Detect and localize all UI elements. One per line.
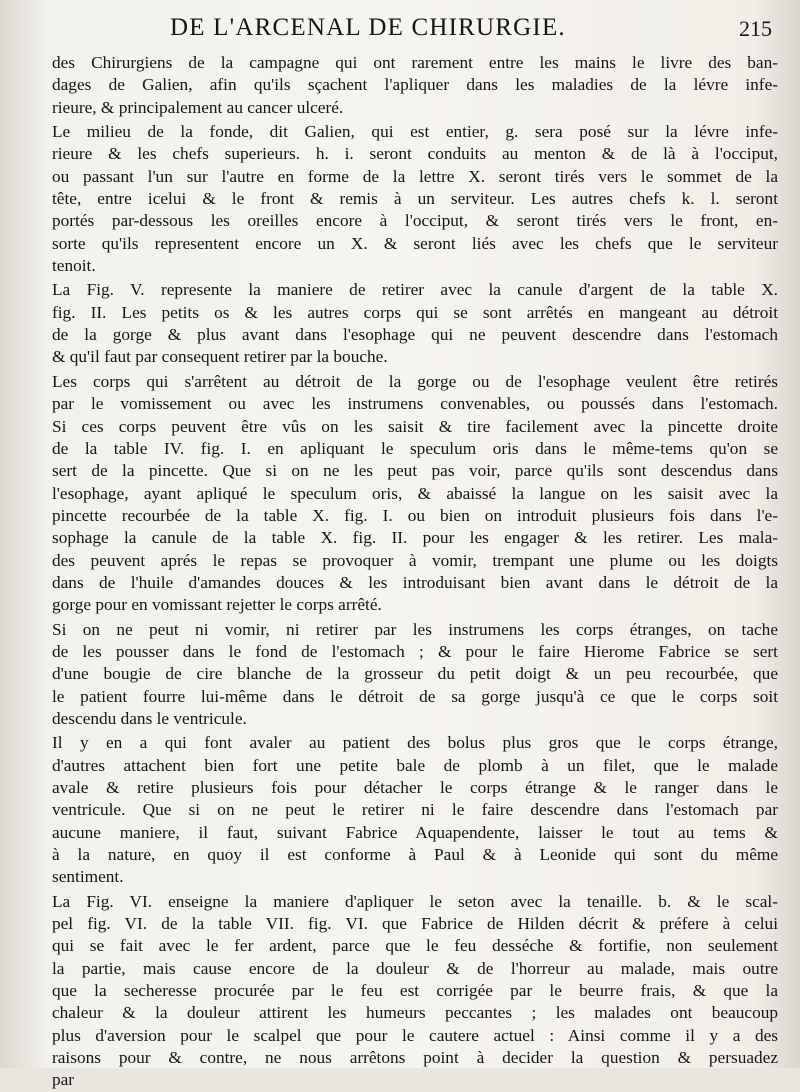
- text-line: Les corps qui s'arrêtent au détroit de la gorge ou de l'esophage veulent être retirés: [52, 371, 778, 391]
- text-line: l'esophage, ayant apliqué le speculum oris, & abaissé la langue on les saisit avec la: [52, 483, 778, 503]
- text-line: Si on ne peut ni vomir, ni retirer par les instrumens les corps étranges, on tache: [52, 619, 778, 639]
- text-line: portés par-dessous les oreilles encore à l'occiput, & seront tirés vers le front, en-: [52, 211, 778, 231]
- paragraph: [52, 279, 778, 368]
- text-line: plus d'aversion pour le scalpel que pour le cautere actuel : Ainsi comme il y a des: [52, 1025, 778, 1045]
- running-title: DE L'ARCENAL DE CHIRURGIE.: [170, 14, 566, 41]
- text-line: pel fig. VI. de la table VII. fig. VI. que Fabrice de Hilden décrit & préfere à celui: [52, 914, 778, 934]
- text-line: qui se fait avec le fer ardent, parce que le feu desséche & fortifie, non seulement: [52, 936, 778, 956]
- text-line: de la table IV. fig. I. en apliquant le speculum oris dans le même-tems qu'on se: [52, 438, 778, 458]
- page-number: 215: [739, 16, 772, 41]
- text-line: tête, entre icelui & le front & remis à un serviteur. Les autres chefs k. l. seront: [52, 189, 778, 209]
- text-line: rieure & les chefs superieurs. h. i. seront conduits au menton & de là à l'occiput,: [52, 144, 778, 164]
- text-line: & qu'il faut par consequent retirer par la bouche.: [52, 347, 388, 367]
- text-line: La Fig. VI. enseigne la maniere d'apliquer le seton avec la tenaille. b. & le scal-: [52, 891, 778, 911]
- paragraph: [52, 732, 778, 888]
- text-line: La Fig. V. represente la maniere de retirer avec la canule d'argent de la table X.: [52, 280, 778, 300]
- text-line: de la gorge & plus avant dans l'esophage qui ne peuvent descendre dans l'estomach: [52, 325, 778, 345]
- text-line: gorge pour en vomissant rejetter le corps arrêté.: [52, 595, 382, 615]
- text-line: à la nature, en quoy il est conforme à Paul & à Leonide qui sont du même: [52, 845, 778, 865]
- text-line: pincette recourbée de la table X. fig. I. ou bien on introduit plusieurs fois dans l'e-: [52, 505, 778, 525]
- text-line: par: [52, 1070, 75, 1090]
- paragraph: [52, 52, 778, 119]
- text-line: chaleur & la douleur attirent les humeurs peccantes ; les malades ont beaucoup: [52, 1003, 778, 1023]
- text-line: rieure, & principalement au cancer ulceré.: [52, 97, 344, 117]
- text-line: Le milieu de la fonde, dit Galien, qui est entier, g. sera posé sur la lévre infe-: [52, 122, 778, 142]
- text-line: des peuvent aprés le repas se provoquer à vomir, trempant une plume ou les doigts: [52, 550, 778, 570]
- text-line: raisons pour & contre, ne nous arrêtons point à decider la question & persuadez: [52, 1048, 778, 1068]
- text-line: le patient fourre lui-même dans le détroit de sa gorge jusqu'à ce que le corps soit: [52, 686, 778, 706]
- text-line: ventricule. Que si on ne peut le retirer ni le faire descendre dans l'estomach par: [52, 800, 778, 820]
- text-line: Il y en a qui font avaler au patient des bolus plus gros que le corps étrange,: [52, 733, 778, 753]
- text-line: la partie, mais cause encore de la douleur & de l'horreur au malade, mais outre: [52, 958, 778, 978]
- text-line: sorte qu'ils representent encore un X. & seront liés avec les chefs que le serviteur: [52, 233, 778, 253]
- text-line: des Chirurgiens de la campagne qui ont rarement entre les mains le livre des ban-: [52, 53, 778, 72]
- text-line: fig. II. Les petits os & les autres corps qui se sont arrêtés en mangeant au détroit: [52, 302, 778, 322]
- text-line: sophage la canule de la table X. fig. II. pour les engager & les retirer. Les mala-: [52, 528, 778, 548]
- text-line: que la secheresse procurée par le feu est corrigée par le beurre frais, & que la: [52, 981, 778, 1001]
- text-line: dans de l'huile d'amandes douces & les introduisant bien avant dans le détroit de la: [52, 572, 778, 592]
- body-text: [52, 52, 778, 1092]
- text-line: sert de la pincette. Que si on ne les peut pas voir, parce qu'ils sont descendus dans: [52, 461, 778, 481]
- text-line: descendu dans le ventricule.: [52, 708, 247, 728]
- text-line: avale & retire plusieurs fois pour détacher le corps étrange & le ranger dans le: [52, 778, 778, 797]
- text-line: aucune maniere, il faut, suivant Fabrice Aquapendente, laisser le tout au tems &: [52, 822, 778, 842]
- text-line: Si ces corps peuvent être vûs on les saisit & tire facilement avec la pincette droite: [52, 416, 778, 436]
- page-header: [52, 12, 778, 52]
- text-line: par le vomissement ou avec les instrumens convenables, ou poussés dans l'estomach.: [52, 394, 778, 414]
- text-line: dages de Galien, afin qu'ils sçachent l'apliquer dans les maladies de la lévre infe-: [52, 75, 778, 95]
- text-line: d'une bougie de cire blanche de la grosseur du petit doigt & un peu recourbée, que: [52, 664, 778, 684]
- paragraph: [52, 121, 778, 277]
- text-line: ou passant l'un sur l'autre en forme de la lettre X. seront tirés vers le sommet de la: [52, 166, 778, 186]
- paragraph: [52, 891, 778, 1092]
- text-line: de les pousser dans le fond de l'estomach ; & pour le faire Hierome Fabrice se sert: [52, 641, 778, 661]
- text-line: sentiment.: [52, 867, 124, 887]
- paragraph: [52, 371, 778, 617]
- text-line: d'autres attachent bien fort une petite bale de plomb à un filet, que le malade: [52, 755, 778, 775]
- paragraph: [52, 619, 778, 731]
- text-line: tenoit.: [52, 256, 96, 276]
